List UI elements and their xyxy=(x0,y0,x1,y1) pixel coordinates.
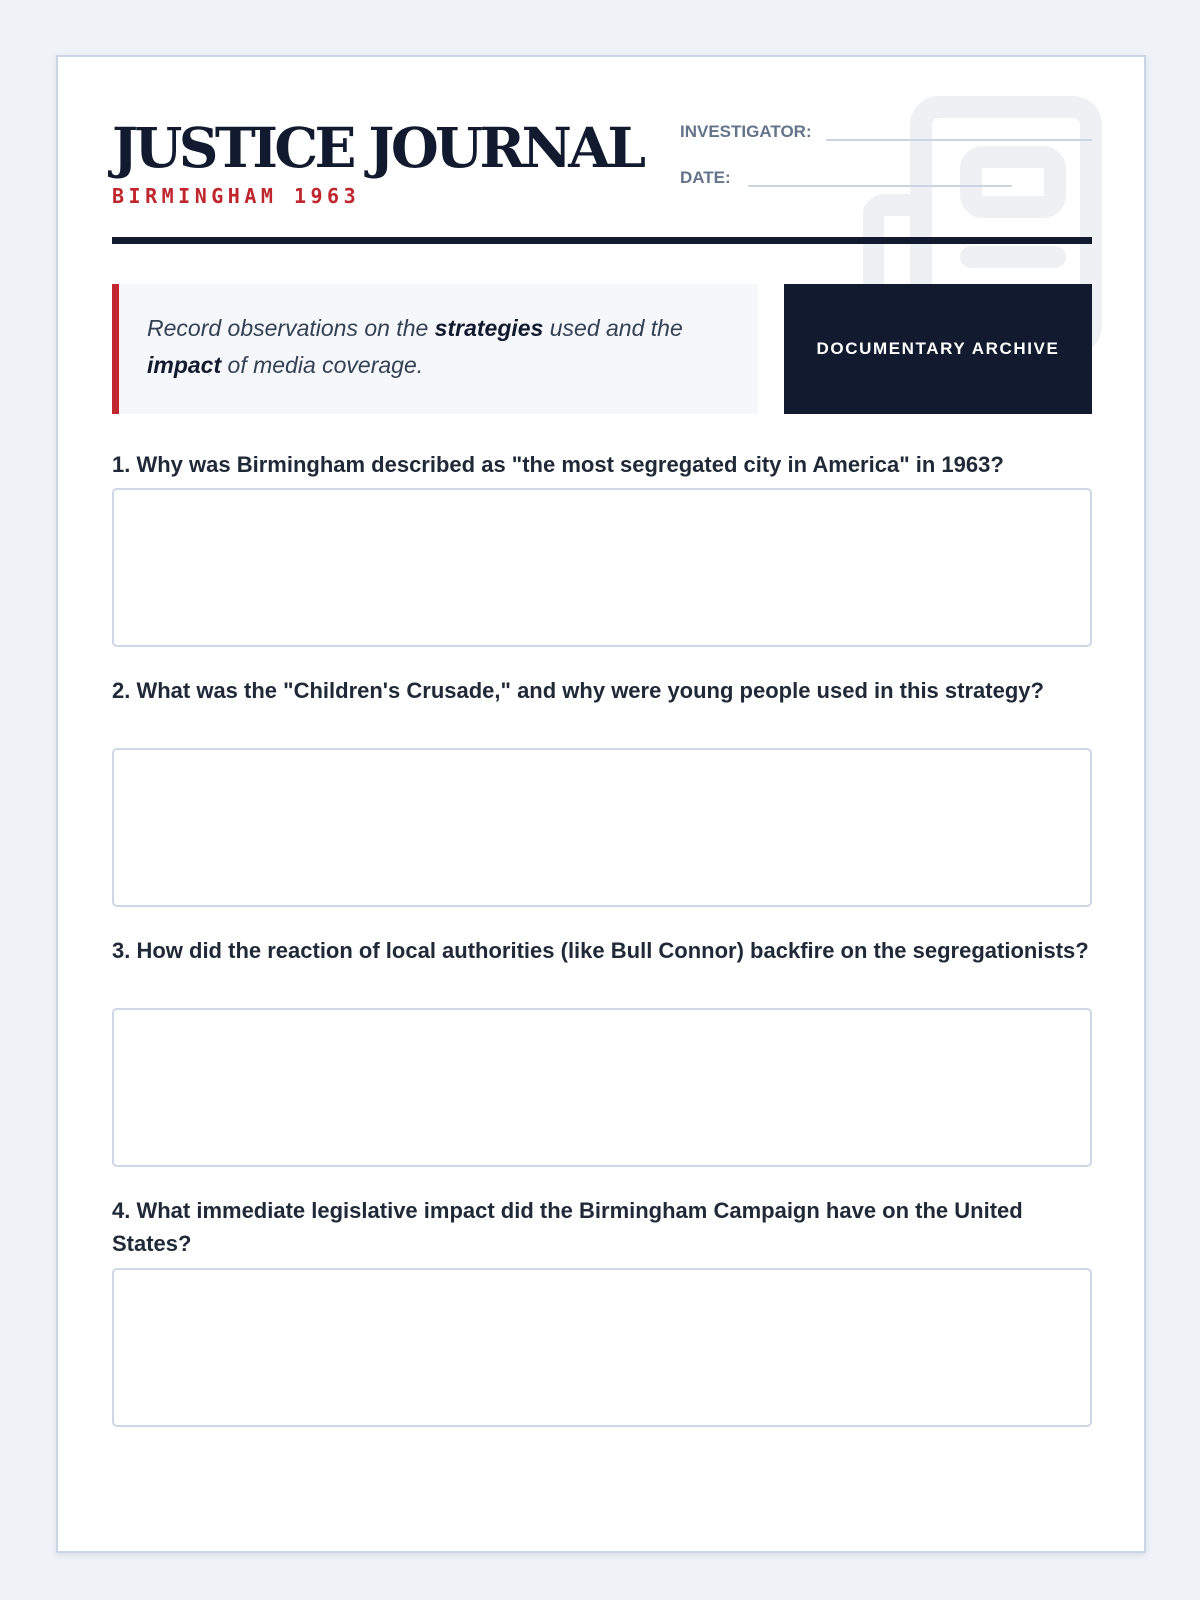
journal-title: JUSTICE JOURNAL xyxy=(112,115,643,180)
answer-3-field[interactable] xyxy=(112,1008,1092,1167)
answer-2-field[interactable] xyxy=(112,748,1092,907)
documentary-archive-button[interactable] xyxy=(784,284,1092,414)
instructions-text-2: used and the xyxy=(543,315,683,341)
journal-subtitle: BIRMINGHAM 1963 xyxy=(112,184,361,208)
answer-4-field[interactable] xyxy=(112,1268,1092,1427)
header-divider xyxy=(112,237,1092,244)
date-field[interactable] xyxy=(748,185,1012,187)
question-4: 4. What immediate legislative impact did the Birmingham Campaign have on the United States? xyxy=(112,1198,1023,1256)
worksheet-page xyxy=(56,55,1146,1553)
instructions-text-1: Record observations on the xyxy=(147,315,435,341)
date-label: DATE: xyxy=(680,168,731,187)
instructions-box xyxy=(112,284,758,414)
documentary-archive-label: DOCUMENTARY ARCHIVE xyxy=(816,339,1060,358)
investigator-field[interactable] xyxy=(826,139,1092,141)
answer-1-field[interactable] xyxy=(112,488,1092,647)
instructions-text-3: of media coverage. xyxy=(221,352,424,378)
question-2: 2. What was the "Children's Crusade," and why were young people used in this strategy? xyxy=(112,678,1044,703)
instructions-strategies: strategies xyxy=(434,315,544,341)
investigator-label: INVESTIGATOR: xyxy=(680,122,812,141)
instructions-impact: impact xyxy=(147,352,222,378)
question-1: 1. Why was Birmingham described as "the most segregated city in America" in 1963? xyxy=(112,452,1004,477)
question-3: 3. How did the reaction of local authorities (like Bull Connor) backfire on the segregationists? xyxy=(112,938,1089,963)
